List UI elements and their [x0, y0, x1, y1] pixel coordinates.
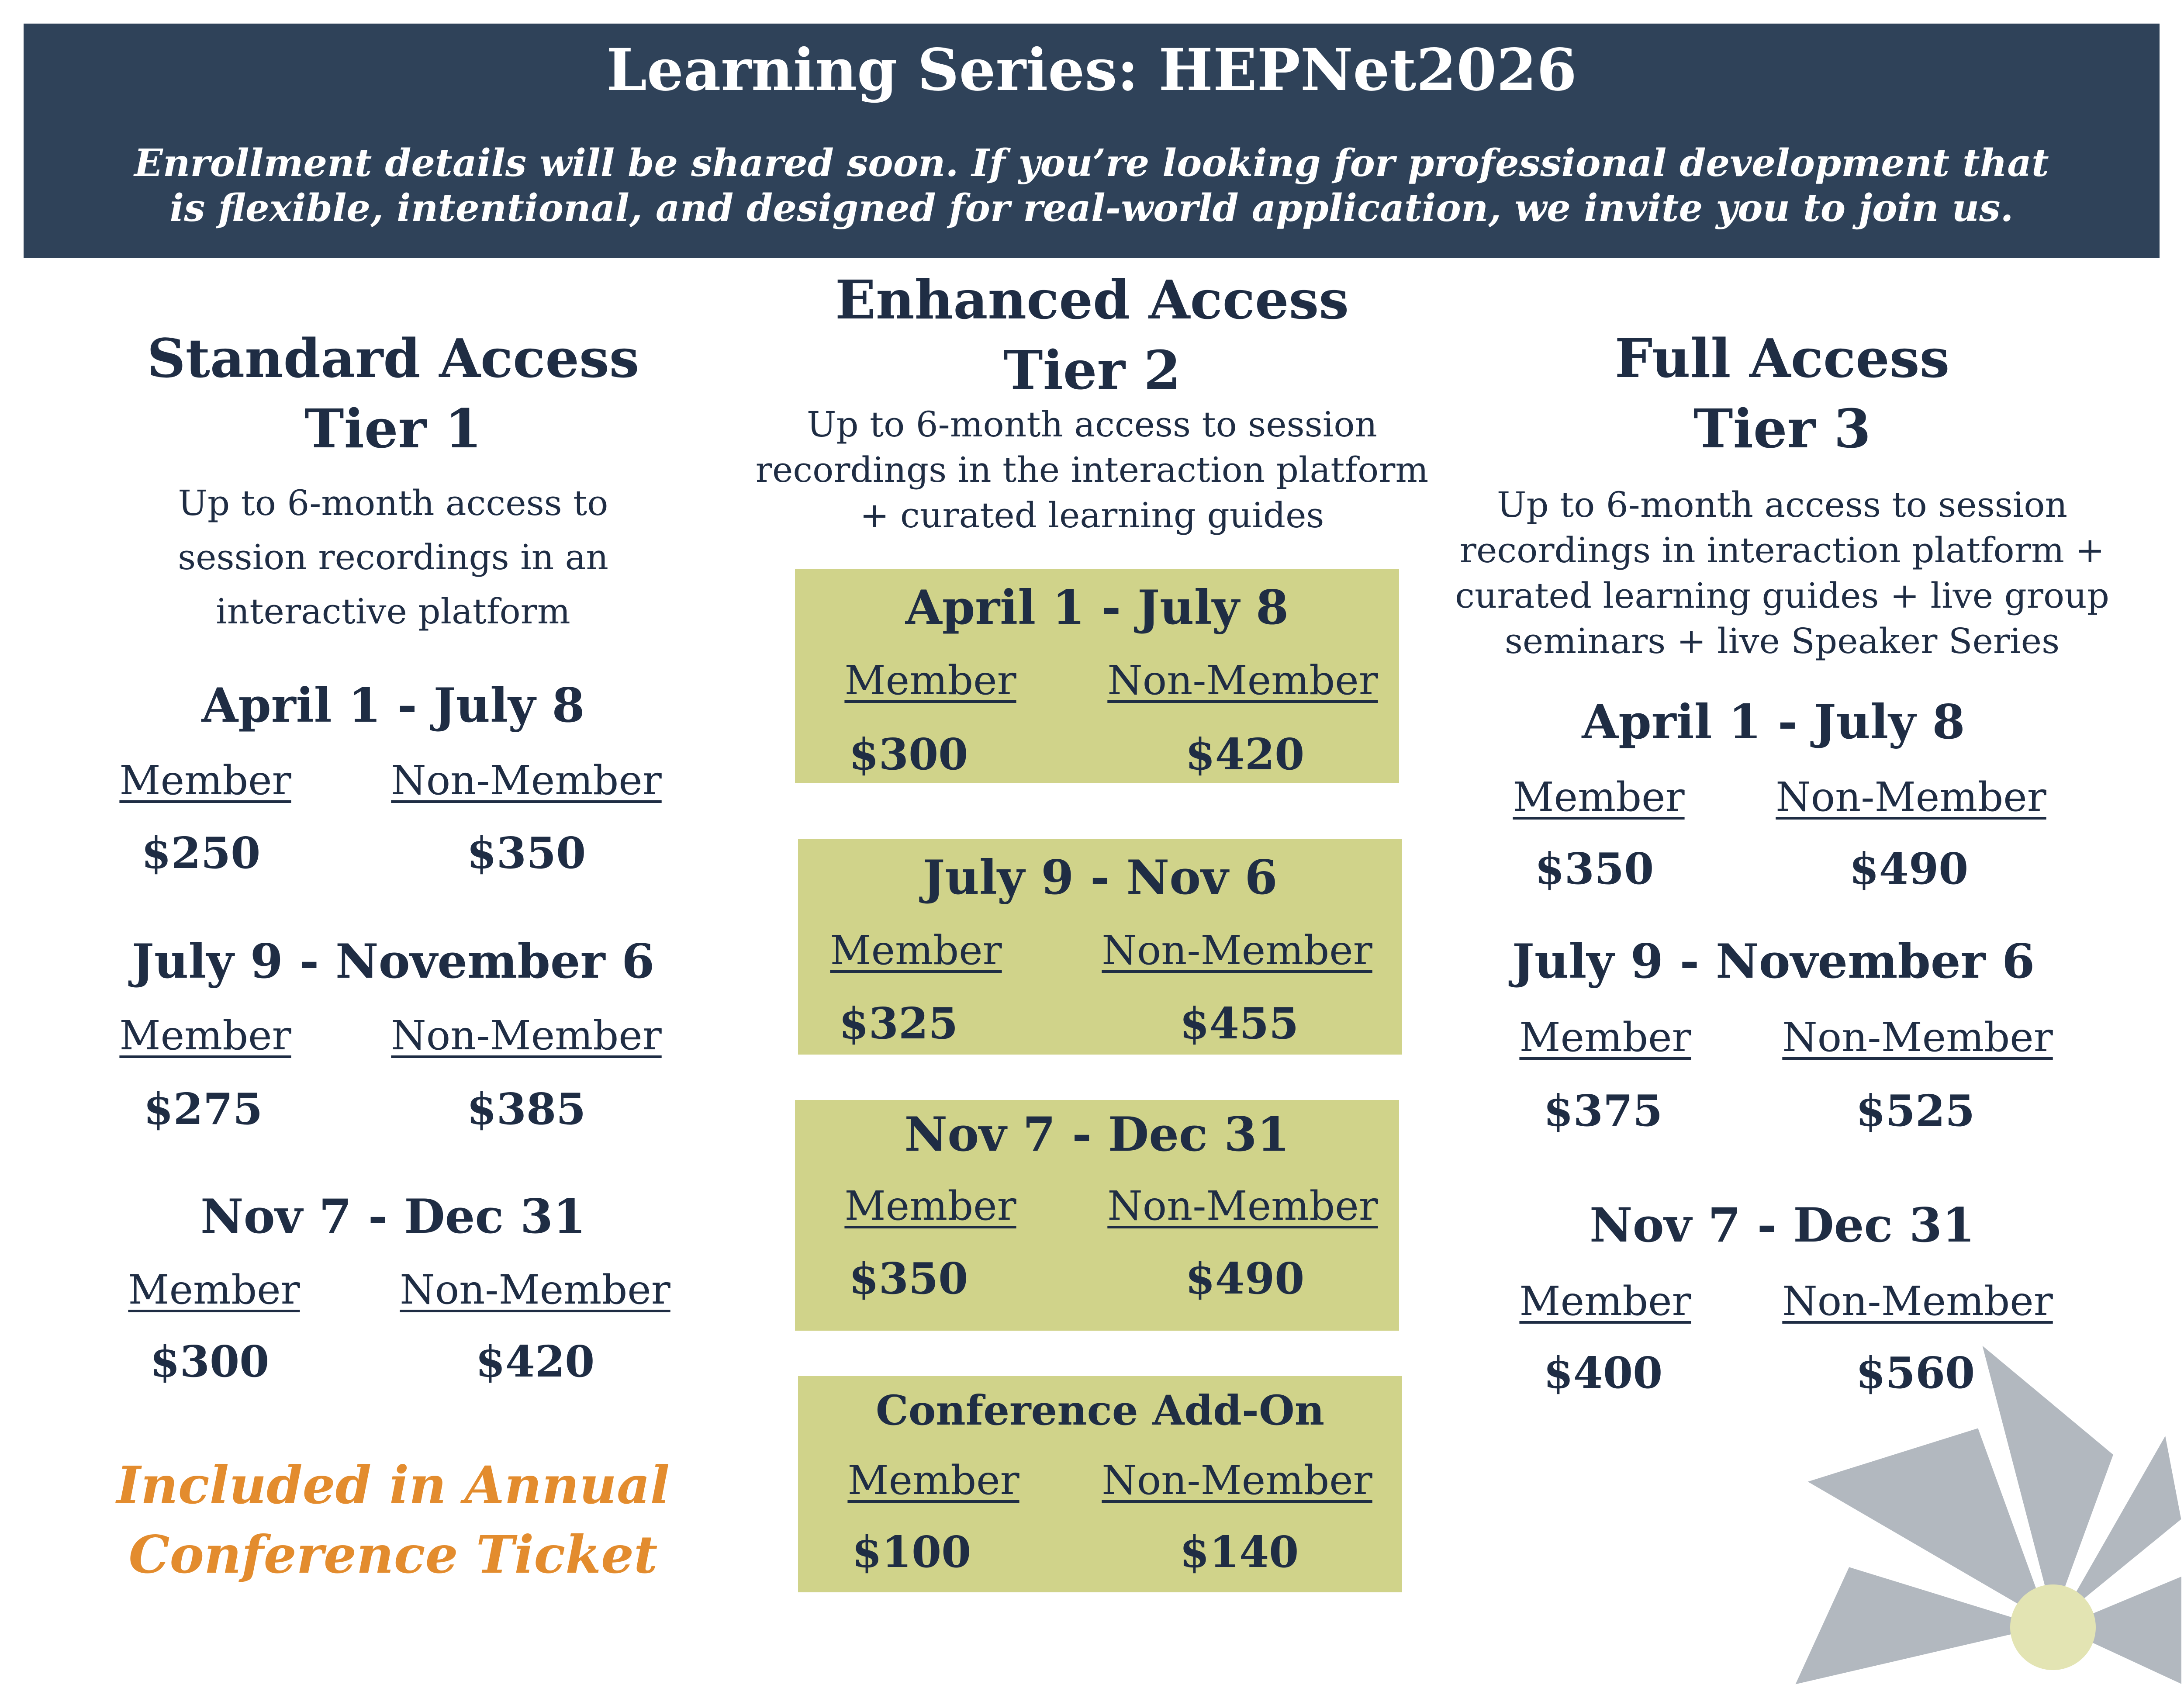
tier1-description	[66, 476, 721, 639]
tier2-period1-member-label: Member	[844, 657, 1016, 704]
tier1-period3-date: Nov 7 - Dec 31	[200, 1189, 586, 1244]
tier2-addon-member-price: $100	[852, 1527, 971, 1577]
tier2-addon-title: Conference Add-On	[875, 1387, 1325, 1435]
tier2-title-line2: Tier 2	[1003, 339, 1181, 402]
tier3-desc-line1: Up to 6-month access to session	[1496, 484, 2068, 525]
tier3-description	[1433, 482, 2132, 664]
tier1-period2-nonmember-price: $385	[467, 1084, 586, 1135]
tier2-period3-date: Nov 7 - Dec 31	[904, 1107, 1290, 1162]
tier1-included-line1: Included in Annual	[116, 1455, 670, 1515]
tier3-period3-member-label: Member	[1519, 1278, 1691, 1325]
tier3-desc-line3: curated learning guides + live group	[1455, 575, 2109, 616]
tier1-desc-line1: Up to 6-month access to	[178, 483, 608, 523]
tier2-desc-line2: recordings in the interaction platform	[755, 450, 1429, 490]
tier2-addon-nonmember-label: Non-Member	[1102, 1457, 1372, 1504]
tier3-period2-member-price: $375	[1543, 1086, 1663, 1136]
tier1-period2-member-label: Member	[119, 1012, 291, 1059]
tier2-addon-box	[798, 1376, 1402, 1592]
tier2-period1-date: April 1 - July 8	[905, 580, 1289, 635]
page-title: Learning Series: HEPNet2026	[606, 36, 1577, 104]
tier3-period1-member-label: Member	[1513, 774, 1685, 820]
tier2-desc-line3: + curated learning guides	[860, 495, 1324, 536]
tier1-period1-member-price: $250	[141, 828, 261, 879]
tier1-included-line2: Conference Ticket	[128, 1524, 658, 1585]
tier2-period2-member-price: $325	[839, 999, 958, 1049]
tier2-period3-nonmember-price: $490	[1185, 1254, 1305, 1304]
tier3-title	[1455, 323, 2110, 464]
tier3-period2-date: July 9 - November 6	[1512, 934, 2035, 989]
tier1-period2-nonmember-label: Non-Member	[391, 1012, 662, 1059]
tier2-desc-line1: Up to 6-month access to session	[806, 404, 1378, 445]
tier2-period3-member-label: Member	[844, 1183, 1016, 1229]
tier1-period3-nonmember-price: $420	[475, 1337, 595, 1387]
tier2-period2-member-label: Member	[830, 927, 1002, 974]
tier1-desc-line3: interactive platform	[216, 591, 570, 632]
tier2-period3-member-price: $350	[849, 1254, 968, 1304]
header-subtitle-line1: Enrollment details will be shared soon. If you’re looking for professional development that	[134, 141, 2049, 185]
tier3-title-line2: Tier 3	[1693, 397, 1871, 460]
tier2-period1-nonmember-label: Non-Member	[1107, 657, 1378, 704]
tier1-desc-line2: session recordings in an	[178, 537, 608, 578]
tier1-title	[66, 323, 721, 464]
tier1-period2-member-price: $275	[143, 1084, 263, 1135]
tier3-period3-nonmember-price: $560	[1856, 1348, 1975, 1398]
tier3-period1-nonmember-price: $490	[1849, 844, 1969, 894]
tier3-period3-nonmember-label: Non-Member	[1782, 1278, 2053, 1325]
tier3-period2-member-label: Member	[1519, 1014, 1691, 1061]
tier3-period2-nonmember-label: Non-Member	[1782, 1014, 2053, 1061]
tier2-title-line1: Enhanced Access	[835, 268, 1349, 331]
tier2-period2-nonmember-label: Non-Member	[1102, 927, 1372, 974]
tier3-period1-member-price: $350	[1534, 844, 1654, 894]
tier3-period1-nonmember-label: Non-Member	[1776, 774, 2046, 820]
tier1-period1-nonmember-label: Non-Member	[391, 757, 662, 804]
tier3-desc-line4: seminars + live Speaker Series	[1504, 621, 2060, 661]
tier1-title-line2: Tier 1	[304, 397, 482, 460]
tier3-desc-line2: recordings in interaction platform +	[1459, 530, 2105, 571]
tier3-title-line1: Full Access	[1614, 327, 1950, 390]
tier2-description	[743, 402, 1441, 538]
tier1-included-note	[66, 1450, 721, 1590]
tier2-period1-member-price: $300	[849, 730, 968, 780]
tier2-period2-nonmember-price: $455	[1179, 999, 1299, 1049]
tier2-period2-box	[798, 839, 1402, 1055]
tier2-period1-nonmember-price: $420	[1185, 730, 1305, 780]
tier2-period1-box	[795, 569, 1399, 783]
tier2-addon-member-label: Member	[847, 1457, 1019, 1504]
tier3-period2-nonmember-price: $525	[1856, 1086, 1975, 1136]
tier1-title-line1: Standard Access	[147, 327, 639, 390]
tier1-period3-nonmember-label: Non-Member	[400, 1266, 670, 1313]
tier1-period3-member-label: Member	[128, 1266, 300, 1313]
tier1-period1-date: April 1 - July 8	[201, 678, 585, 733]
tier3-period1-date: April 1 - July 8	[1582, 695, 1965, 750]
tier3-period3-date: Nov 7 - Dec 31	[1589, 1198, 1975, 1253]
tier1-period1-member-label: Member	[119, 757, 291, 804]
tier1-period1-nonmember-price: $350	[467, 828, 586, 879]
tier2-title	[743, 265, 1441, 405]
header-subtitle-line2: is flexible, intentional, and designed for real-world application, we invite you to join us.	[169, 186, 2014, 231]
tier2-period2-date: July 9 - Nov 6	[923, 850, 1278, 905]
tier2-period3-box	[795, 1100, 1399, 1331]
tier1-period2-date: July 9 - November 6	[131, 934, 655, 989]
tier3-period3-member-price: $400	[1543, 1348, 1663, 1398]
tier2-addon-nonmember-price: $140	[1179, 1527, 1299, 1577]
tier2-period3-nonmember-label: Non-Member	[1107, 1183, 1378, 1229]
pinwheel-center	[2010, 1584, 2096, 1670]
tier1-period3-member-price: $300	[150, 1337, 270, 1387]
